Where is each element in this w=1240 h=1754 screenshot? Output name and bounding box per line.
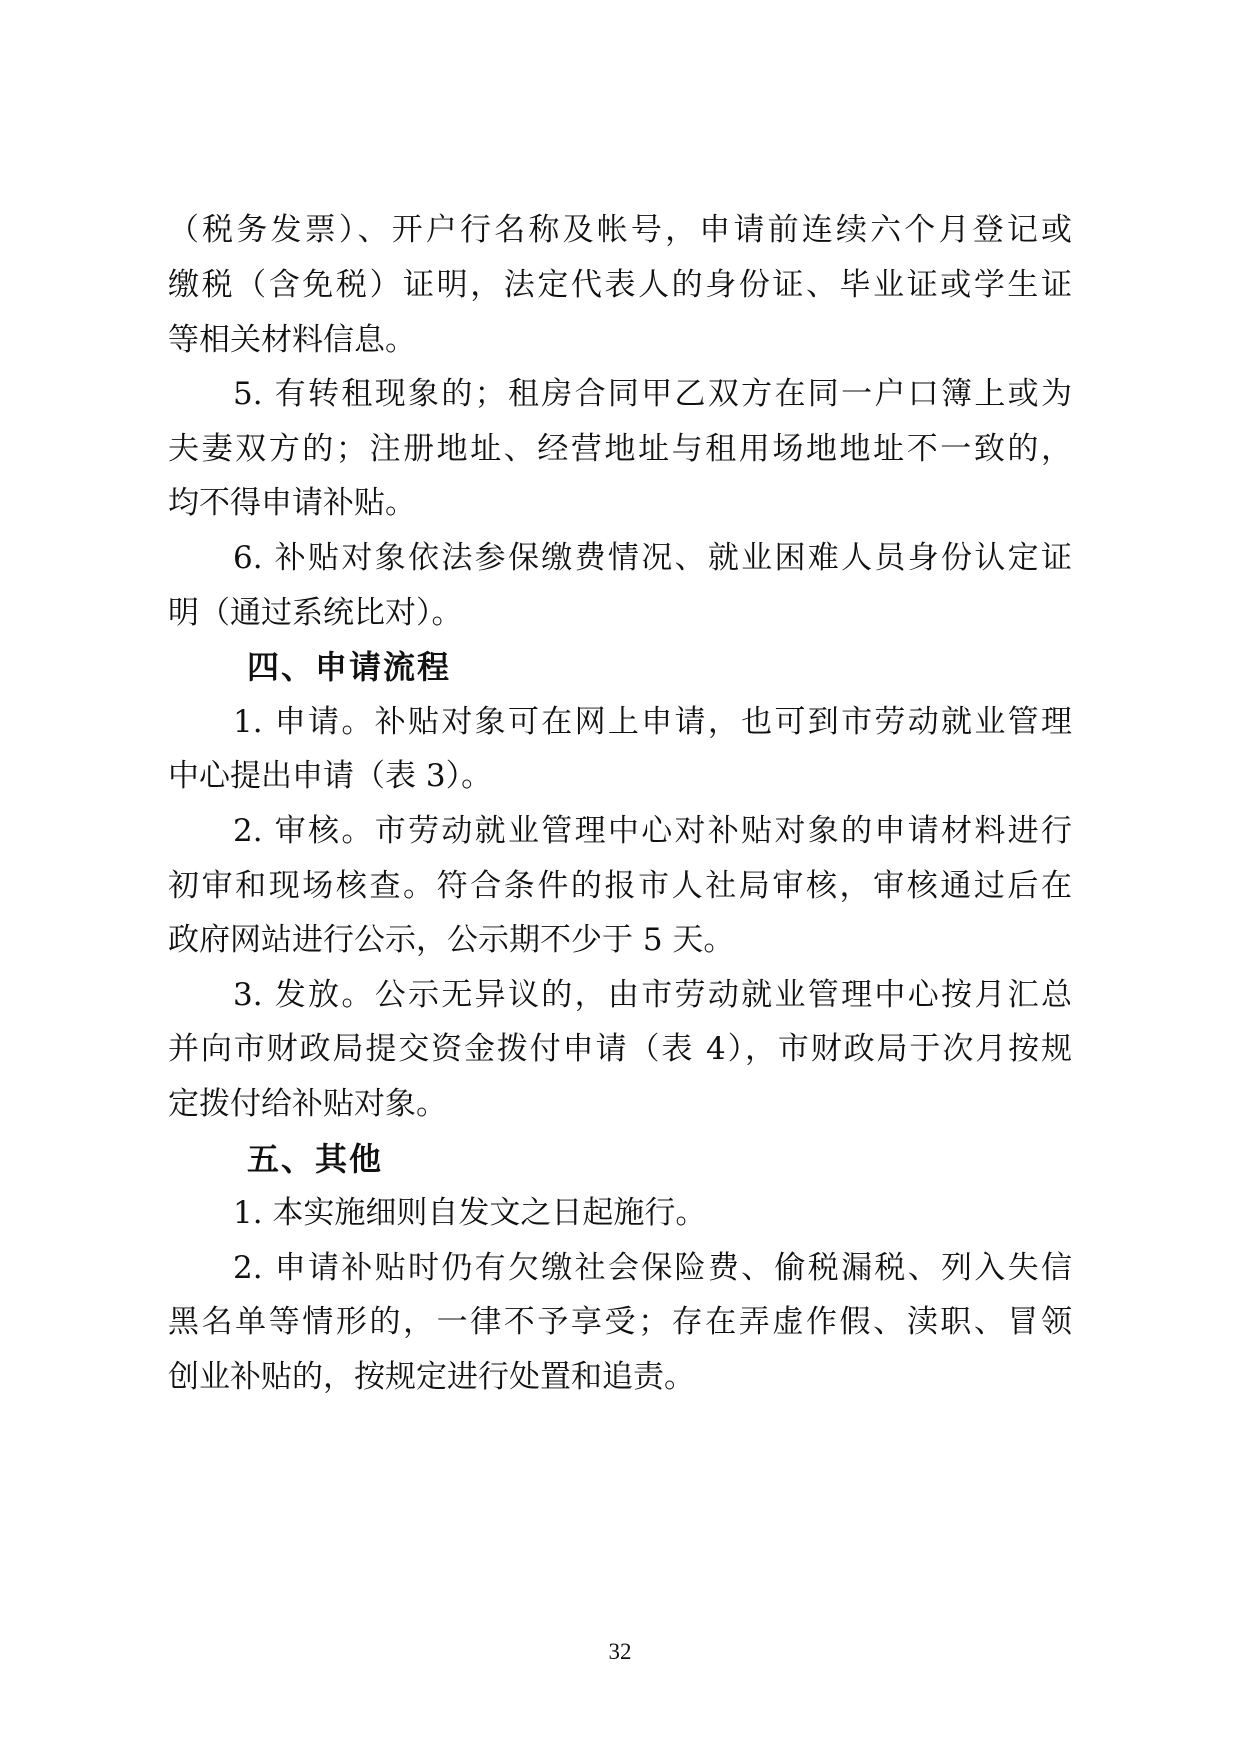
list-item-5: 5. 有转租现象的；租房合同甲乙双方在同一户口簿上或为 (233, 376, 1072, 412)
list-item-1: 1. 本实施细则自发文之日起施行。 (233, 1195, 707, 1231)
body-line: 明（通过系统比对）。 (168, 595, 463, 631)
body-line: 政府网站进行公示，公示期不少于 5 天。 (168, 922, 735, 958)
list-item-1: 1. 申请。补贴对象可在网上申请，也可到市劳动就业管理 (233, 704, 1072, 740)
list-item-2: 2. 审核。市劳动就业管理中心对补贴对象的申请材料进行 (233, 813, 1072, 849)
body-line: 中心提出申请（表 3）。 (168, 758, 493, 794)
body-line: 创业补贴的，按规定进行处置和追责。 (168, 1359, 695, 1395)
section-heading-5: 五、其他 (247, 1140, 384, 1178)
section-heading-4: 四、申请流程 (247, 648, 452, 686)
body-line: （税务发票）、开户行名称及帐号，申请前连续六个月登记或 (168, 212, 1072, 248)
body-line: 等相关材料信息。 (168, 322, 416, 358)
body-line: 缴税（含免税）证明，法定代表人的身份证、毕业证或学生证 (168, 267, 1072, 303)
body-line: 夫妻双方的；注册地址、经营地址与租用场地地址不一致的， (168, 431, 1072, 467)
list-item-2: 2. 申请补贴时仍有欠缴社会保险费、偷税漏税、列入失信 (233, 1250, 1072, 1286)
body-line: 初审和现场核查。符合条件的报市人社局审核，审核通过后在 (168, 868, 1072, 904)
body-line: 定拨付给补贴对象。 (168, 1086, 447, 1122)
list-item-6: 6. 补贴对象依法参保缴费情况、就业困难人员身份认定证 (233, 540, 1072, 576)
body-line: 并向市财政局提交资金拨付申请（表 4），市财政局于次月按规 (168, 1031, 1072, 1067)
body-line: 均不得申请补贴。 (168, 485, 416, 521)
page-number: 32 (608, 1639, 632, 1664)
body-line: 黑名单等情形的，一律不予享受；存在弄虚作假、渎职、冒领 (168, 1304, 1072, 1340)
list-item-3: 3. 发放。公示无异议的，由市劳动就业管理中心按月汇总 (233, 977, 1072, 1013)
